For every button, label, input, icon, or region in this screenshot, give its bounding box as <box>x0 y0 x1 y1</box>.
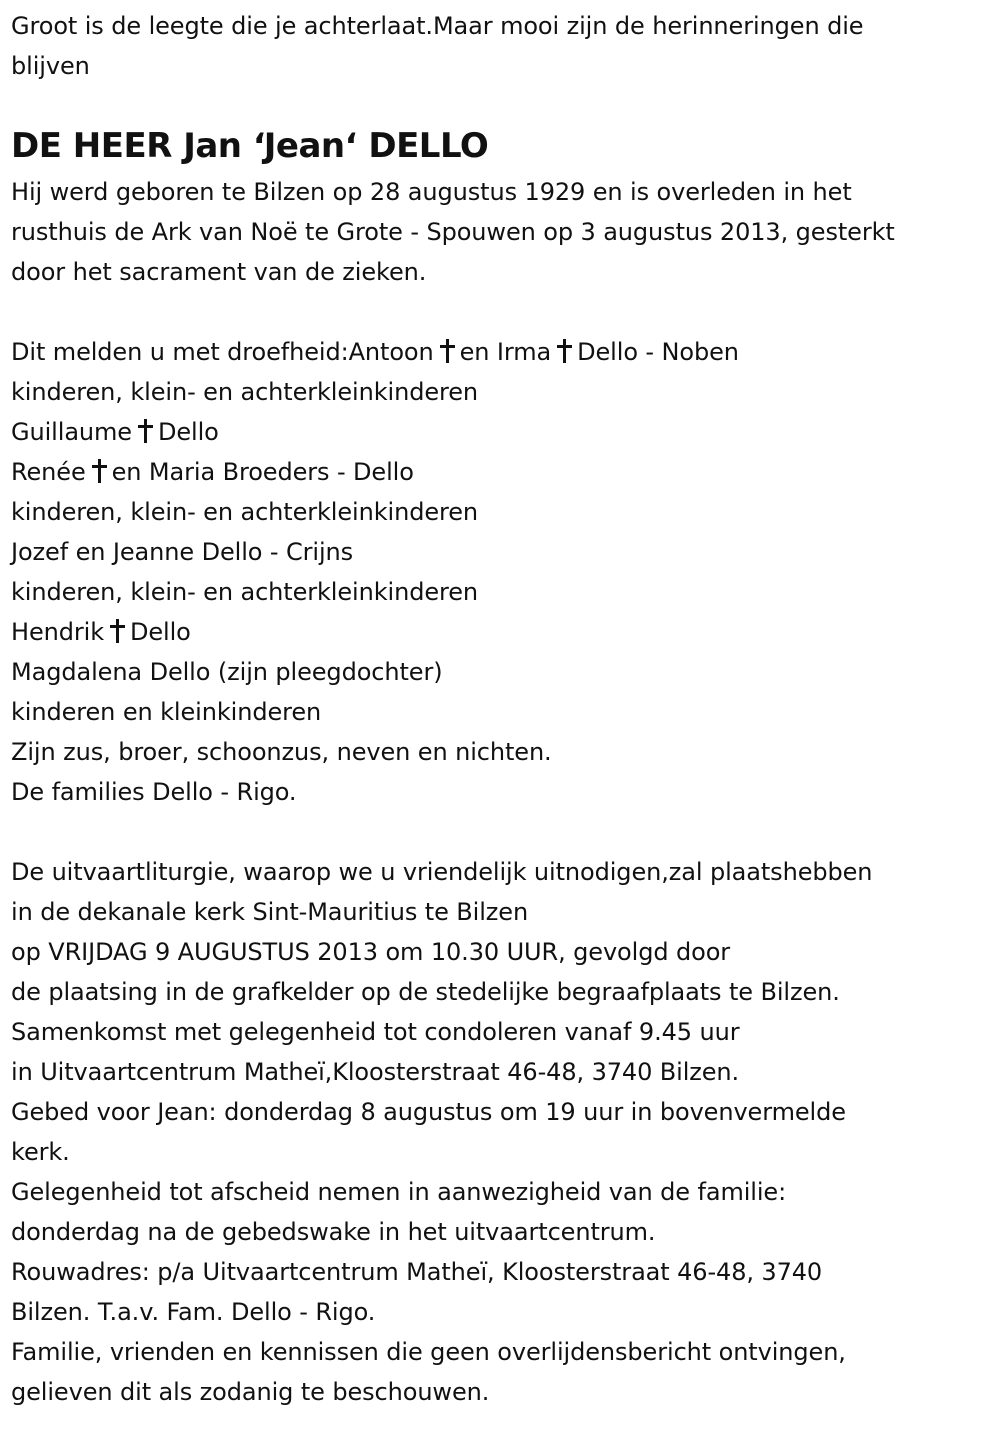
family-line: Zijn zus, broer, schoonzus, neven en nichten. <box>11 738 552 766</box>
cross-icon <box>440 339 454 363</box>
funeral-line: Samenkomst met gelegenheid tot condoleren vanaf 9.45 uur <box>11 1018 740 1046</box>
family-text: Guillaume <box>11 418 132 446</box>
funeral-details <box>11 852 988 1412</box>
funeral-line: donderdag na de gebedswake in het uitvaartcentrum. <box>11 1218 656 1246</box>
family-line: kinderen, klein- en achterkleinkinderen <box>11 378 479 406</box>
cross-icon <box>110 619 124 643</box>
motto <box>11 6 988 86</box>
funeral-line: Gelegenheid tot afscheid nemen in aanwezigheid van de familie: <box>11 1178 787 1206</box>
family-line <box>11 412 988 452</box>
funeral-line: Gebed voor Jean: donderdag 8 augustus om 19 uur in bovenvermelde <box>11 1098 846 1126</box>
funeral-line: de plaatsing in de grafkelder op de stedelijke begraafplaats te Bilzen. <box>11 978 840 1006</box>
cross-icon <box>557 339 571 363</box>
funeral-line: Familie, vrienden en kennissen die geen overlijdensbericht ontvingen, <box>11 1338 846 1366</box>
funeral-line: gelieven dit als zodanig te beschouwen. <box>11 1378 490 1406</box>
family-line <box>11 332 988 372</box>
intro-paragraph <box>11 172 988 292</box>
spacer <box>11 292 988 332</box>
family-text: Hendrik <box>11 618 104 646</box>
cross-icon <box>138 419 152 443</box>
family-line: kinderen, klein- en achterkleinkinderen <box>11 498 479 526</box>
cross-icon <box>92 459 106 483</box>
family-text: Dello - Noben <box>577 338 739 366</box>
motto-line: Groot is de leegte die je achterlaat.Maar mooi zijn de herinneringen die <box>11 12 864 40</box>
intro-line: Hij werd geboren te Bilzen op 28 augustus 1929 en is overleden in het <box>11 178 852 206</box>
family-line: De families Dello - Rigo. <box>11 778 297 806</box>
funeral-line: kerk. <box>11 1138 70 1166</box>
family-text: en Irma <box>459 338 552 366</box>
family-list <box>11 332 988 812</box>
family-line: kinderen, klein- en achterkleinkinderen <box>11 578 479 606</box>
family-line <box>11 452 988 492</box>
funeral-line: in Uitvaartcentrum Matheï,Kloosterstraat 46-48, 3740 Bilzen. <box>11 1058 740 1086</box>
family-line: Jozef en Jeanne Dello - Crijns <box>11 538 354 566</box>
family-line <box>11 612 988 652</box>
motto-line: blijven <box>11 52 90 80</box>
funeral-line: in de dekanale kerk Sint-Mauritius te Bilzen <box>11 898 529 926</box>
family-text: Renée <box>11 458 86 486</box>
family-text: Dit melden u met droefheid:Antoon <box>11 338 434 366</box>
family-line: Magdalena Dello (zijn pleegdochter) <box>11 658 443 686</box>
intro-line: door het sacrament van de zieken. <box>11 258 427 286</box>
family-line: kinderen en kleinkinderen <box>11 698 322 726</box>
funeral-line: op VRIJDAG 9 AUGUSTUS 2013 om 10.30 UUR, gevolgd door <box>11 938 731 966</box>
spacer <box>11 812 988 852</box>
family-text: Dello <box>157 418 219 446</box>
funeral-line: Bilzen. T.a.v. Fam. Dello - Rigo. <box>11 1298 376 1326</box>
deceased-name-title: DE HEER Jan ‘Jean‘ DELLO <box>11 126 489 166</box>
family-text: Dello <box>130 618 191 646</box>
funeral-line: Rouwadres: p/a Uitvaartcentrum Matheï, Kloosterstraat 46-48, 3740 <box>11 1258 823 1286</box>
family-text: en Maria Broeders - Dello <box>111 458 414 486</box>
funeral-line: De uitvaartliturgie, waarop we u vriendelijk uitnodigen,zal plaatshebben <box>11 858 873 886</box>
intro-line: rusthuis de Ark van Noë te Grote - Spouwen op 3 augustus 2013, gesterkt <box>11 218 895 246</box>
